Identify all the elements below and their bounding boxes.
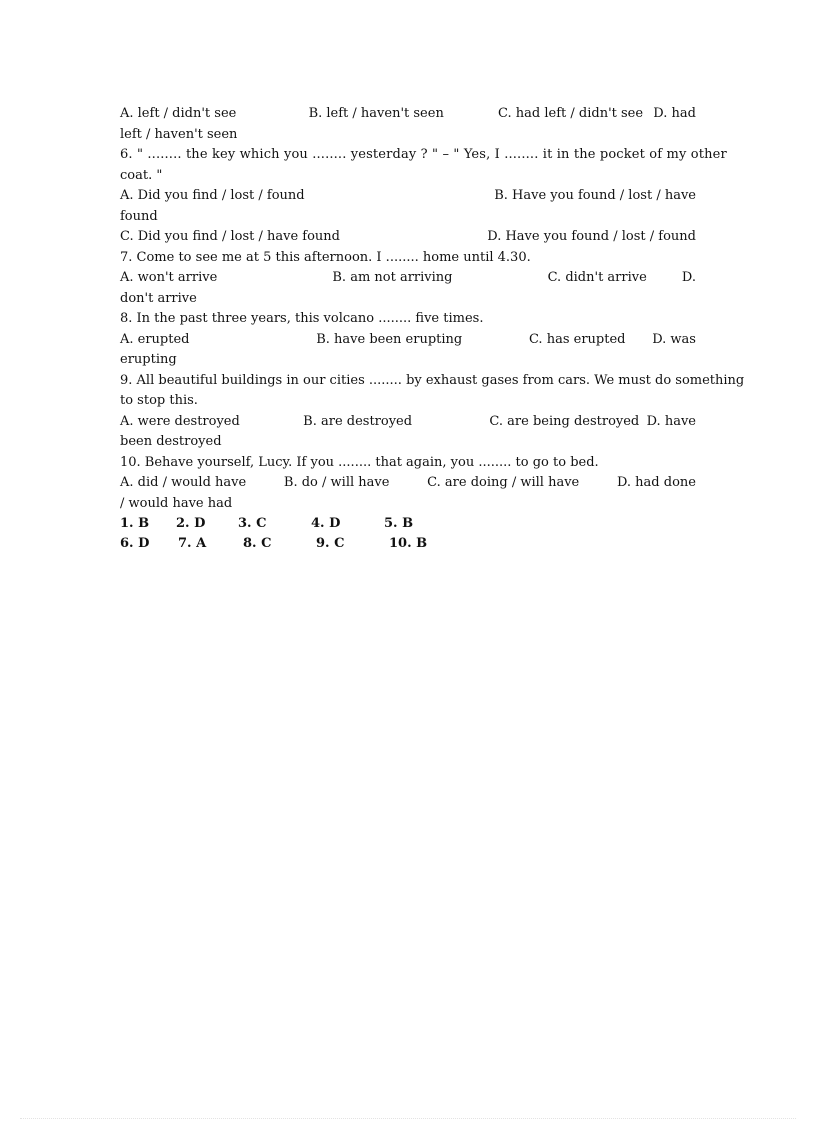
- q5-option-d: D. had: [653, 106, 696, 121]
- q6-option-b-wrap: found: [120, 208, 158, 224]
- q6-stem-line1: 6. " ........ the key which you ........ yesterday ? " – " Yes, I ........ it in the pocket of my other: [120, 147, 727, 162]
- q6-option-b: B. Have you found / lost / have: [494, 188, 696, 203]
- answer-5: 5. B: [384, 516, 414, 531]
- q6-options-ab: [120, 186, 696, 207]
- q6-option-a: A. Did you find / lost / found: [120, 188, 305, 203]
- q9-option-d: D. have: [646, 413, 696, 429]
- q9-option-b: B. are destroyed: [303, 413, 413, 429]
- q5-option-b: B. left / haven't seen: [308, 106, 444, 121]
- answer-key-row-2: [120, 534, 696, 554]
- q6-stem-line2: coat. ": [120, 167, 163, 183]
- answer-key-row-1: [120, 514, 696, 534]
- exercise-content: [120, 104, 745, 554]
- q6-options-cd: [120, 227, 696, 248]
- q10-stem: 10. Behave yourself, Lucy. If you ........ that again, you ........ to go to bed.: [120, 454, 599, 470]
- q5-option-c: C. had left / didn't see: [498, 106, 644, 121]
- q8-stem: 8. In the past three years, this volcano ........ five times.: [120, 311, 484, 326]
- q10-option-c: C. are doing / will have: [427, 475, 580, 490]
- q9-option-d-wrap: been destroyed: [120, 434, 222, 449]
- q8-options: [120, 330, 696, 351]
- q8-option-d: D. was: [652, 331, 696, 347]
- answer-1: 1. B: [120, 516, 150, 531]
- answer-3: 3. C: [238, 516, 267, 531]
- q7-option-d: D.: [681, 270, 696, 285]
- answer-8: 8. C: [243, 536, 272, 551]
- q10-option-d-wrap: / would have had: [120, 495, 233, 511]
- answer-6: 6. D: [120, 536, 150, 551]
- q10-option-b: B. do / will have: [283, 475, 390, 490]
- q8-option-b: B. have been erupting: [316, 331, 463, 347]
- q5-option-a: A. left / didn't see: [120, 106, 237, 121]
- answer-7: 7. A: [178, 536, 207, 551]
- q9-stem-line2: to stop this.: [120, 393, 198, 408]
- q8-option-d-wrap: erupting: [120, 352, 177, 367]
- q5-options: [120, 104, 696, 125]
- q10-option-a: A. did / would have: [120, 475, 247, 490]
- q8-option-a: A. erupted: [120, 331, 190, 347]
- q5-option-d-wrap: left / haven't seen: [120, 126, 238, 142]
- q7-option-d-wrap: don't arrive: [120, 290, 197, 306]
- q7-option-b: B. am not arriving: [332, 270, 453, 285]
- answer-4: 4. D: [311, 516, 341, 531]
- answer-10: 10. B: [389, 536, 428, 551]
- q6-option-c: C. Did you find / lost / have found: [120, 229, 340, 244]
- q9-option-c: C. are being destroyed: [489, 413, 640, 429]
- answer-2: 2. D: [176, 516, 206, 531]
- q10-options: [120, 473, 696, 494]
- q9-stem-line1: 9. All beautiful buildings in our cities ........ by exhaust gases from cars. We must do something: [120, 372, 745, 388]
- answer-9: 9. C: [316, 536, 345, 551]
- q7-options: [120, 268, 696, 289]
- q7-option-c: C. didn't arrive: [547, 270, 647, 285]
- q8-option-c: C. has erupted: [528, 331, 626, 347]
- q7-stem: 7. Come to see me at 5 this afternoon. I ........ home until 4.30.: [120, 249, 531, 265]
- q7-option-a: A. won't arrive: [120, 270, 218, 285]
- q6-option-d: D. Have you found / lost / found: [487, 229, 696, 244]
- q9-options: [120, 412, 696, 433]
- page-bottom-divider: [20, 1118, 796, 1119]
- q10-option-d: D. had done: [616, 475, 696, 490]
- q9-option-a: A. were destroyed: [120, 413, 240, 429]
